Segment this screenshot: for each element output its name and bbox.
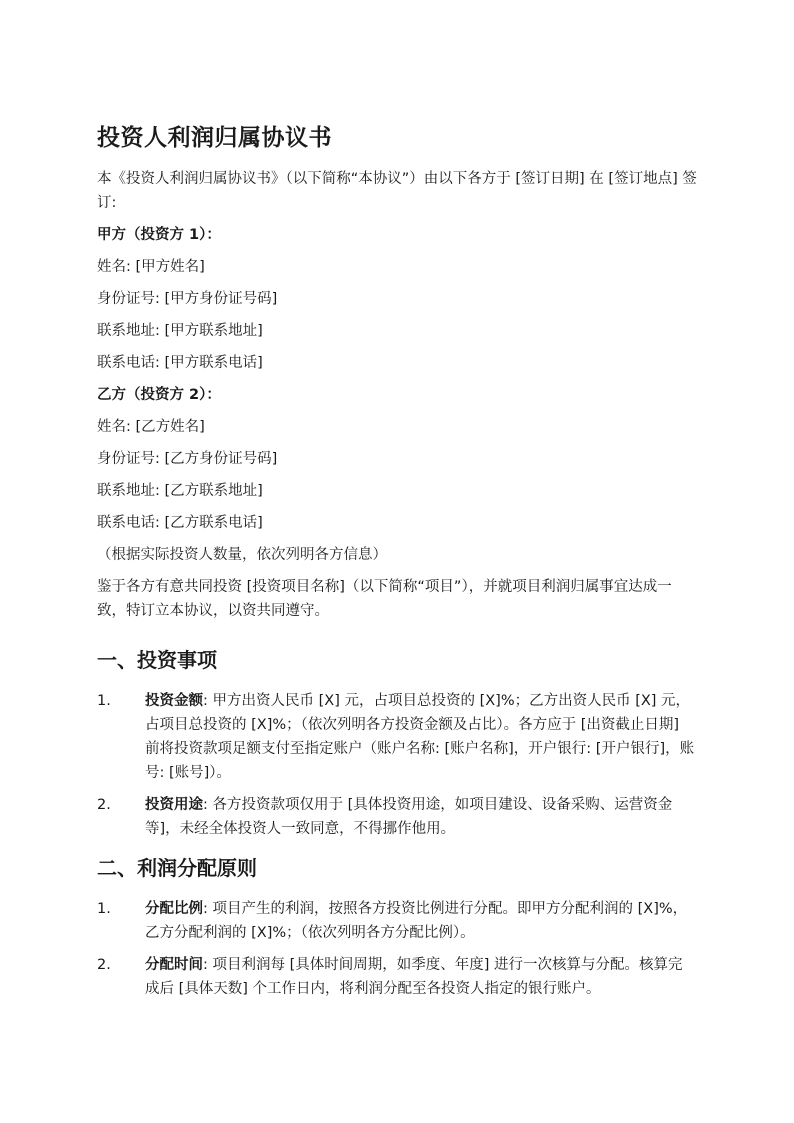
list-number: 2. <box>97 957 111 973</box>
party-a-heading: 甲方（投资方 1）： <box>97 227 221 243</box>
list-item <box>97 793 697 841</box>
list-text: : 项目产生的利润，按照各方投资比例进行分配。即甲方分配利润的 [X]%，乙方分配利润的 [X]%；（依次列明各方分配比例）。 <box>145 901 688 941</box>
party-b-id: 身份证号: [乙方身份证号码] <box>97 451 278 467</box>
party-b-address: 联系地址: [乙方联系地址] <box>97 483 263 499</box>
party-b-heading: 乙方（投资方 2）： <box>97 387 221 403</box>
party-a-name: 姓名: [甲方姓名] <box>97 259 205 275</box>
list-text: : 各方投资款项仅用于 [具体投资用途，如项目建设、设备采购、运营资金等]，未经全体投资人一致同意，不得挪作他用。 <box>145 797 673 837</box>
parties-note: （根据实际投资人数量，依次列明各方信息） <box>97 547 387 563</box>
section-heading: 一、投资事项 <box>97 648 217 672</box>
list-term: 分配比例 <box>145 901 203 917</box>
party-b-name: 姓名: [乙方姓名] <box>97 419 205 435</box>
numbered-list <box>97 689 697 841</box>
list-text: : 甲方出资人民币 [X] 元，占项目总投资的 [X]%；乙方出资人民币 [X] 元，占项目总投资的 [X]%；（依次列明各方投资金额及占比）。各方应于 [出资截止日期] 前将投资款项足额支付至指定账户（账户名称: [账户名称]，开户银行: [开户银行]，账号: [账号]）。 <box>145 693 695 781</box>
section-heading: 二、利润分配原则 <box>97 856 257 880</box>
party-b-phone: 联系电话: [乙方联系电话] <box>97 515 263 531</box>
section-profit-distribution <box>97 853 697 1001</box>
list-item <box>97 953 697 1001</box>
list-number: 1. <box>97 901 111 917</box>
party-a-phone: 联系电话: [甲方联系电话] <box>97 355 263 371</box>
list-item <box>97 897 697 945</box>
party-a-id: 身份证号: [甲方身份证号码] <box>97 291 278 307</box>
list-number: 1. <box>97 693 111 709</box>
intro-paragraph: 本《投资人利润归属协议书》（以下简称“本协议”）由以下各方于 [签订日期] 在 [签订地点] 签订: <box>97 171 697 211</box>
list-term: 分配时间 <box>145 957 203 973</box>
list-text: : 项目利润每 [具体时间周期，如季度、年度] 进行一次核算与分配。核算完成后 [具体天数] 个工作日内，将利润分配至各投资人指定的银行账户。 <box>145 957 683 997</box>
section-investment <box>97 645 697 841</box>
document-title: 投资人利润归属协议书 <box>97 125 332 151</box>
list-term: 投资金额 <box>145 693 203 709</box>
document-page <box>97 122 697 1013</box>
numbered-list <box>97 897 697 1001</box>
purpose-paragraph: 鉴于各方有意共同投资 [投资项目名称]（以下简称“项目”），并就项目利润归属事宜达成一致，特订立本协议，以资共同遵守。 <box>97 579 672 619</box>
list-number: 2. <box>97 797 111 813</box>
list-term: 投资用途 <box>145 797 203 813</box>
party-a-address: 联系地址: [甲方联系地址] <box>97 323 263 339</box>
list-item <box>97 689 697 785</box>
